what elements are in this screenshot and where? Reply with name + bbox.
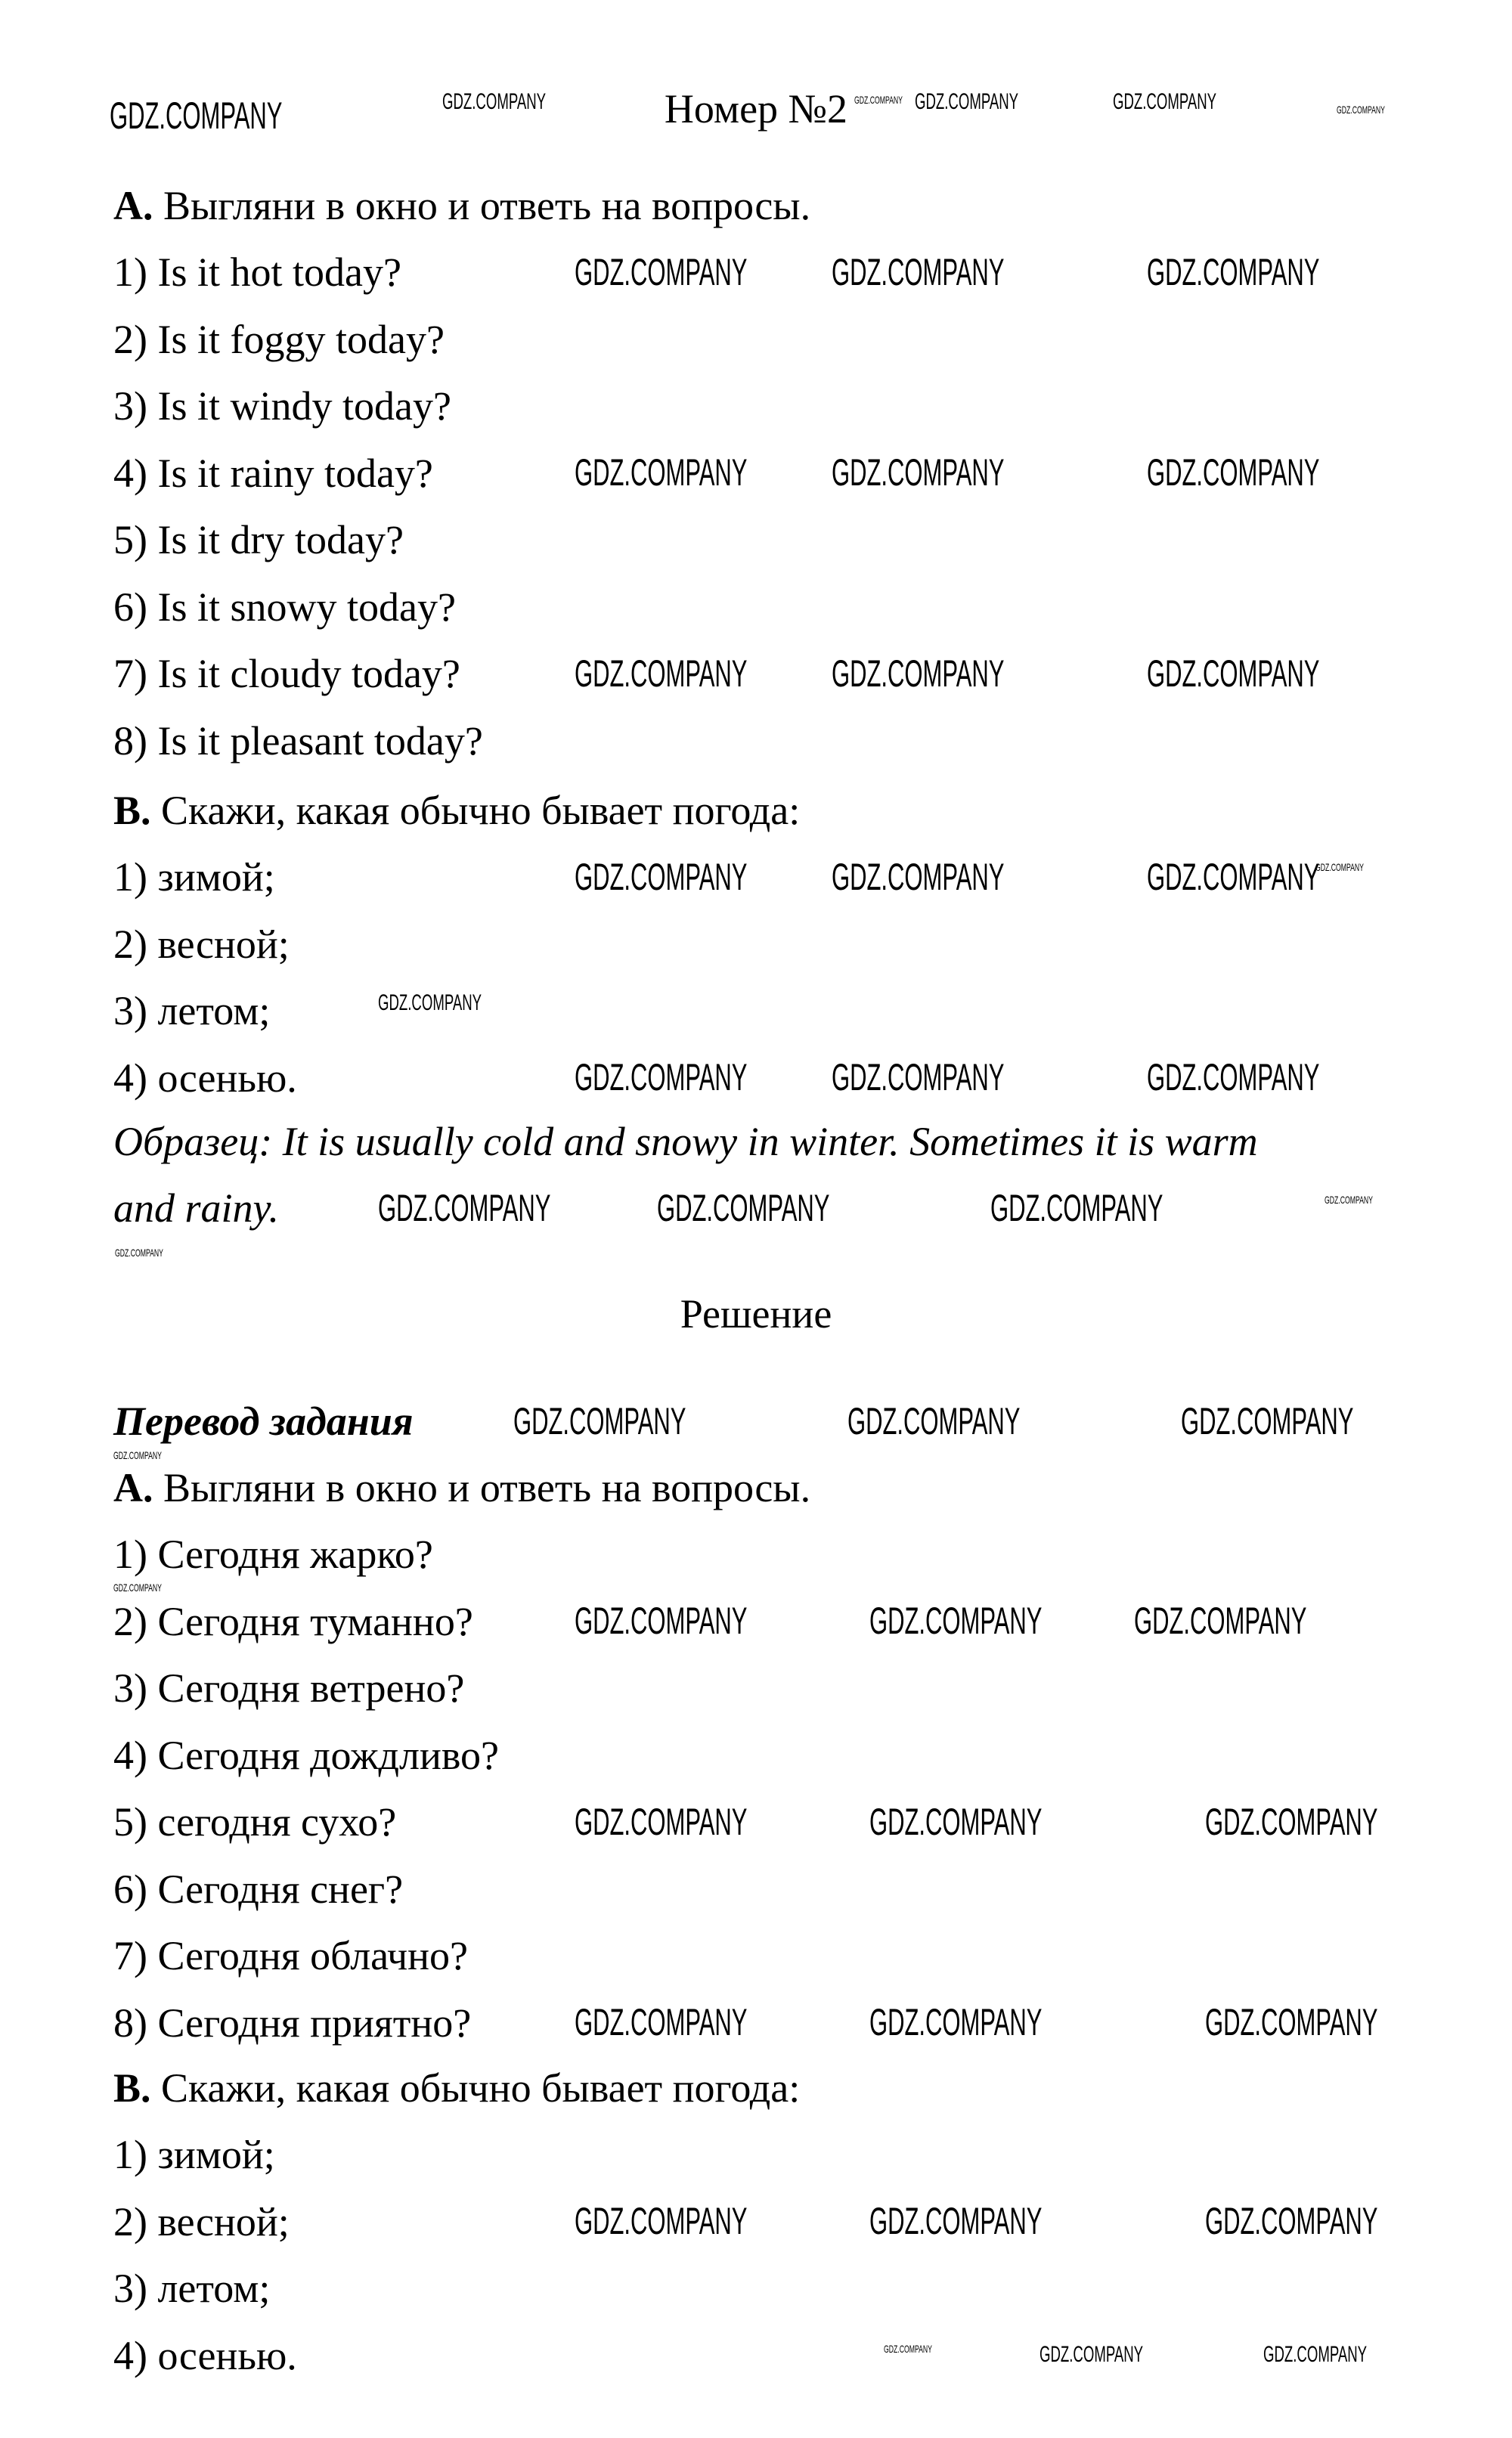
watermark: GDZ.COMPANY xyxy=(575,251,748,293)
translation-a-text: Выгляни в окно и ответь на вопросы. xyxy=(153,1465,811,1510)
watermark: GDZ.COMPANY xyxy=(1263,2342,1368,2367)
watermark: GDZ.COMPANY xyxy=(1325,1194,1373,1206)
sample-line-1: Образец: It is usually cold and snowy in winter. Sometimes it is warm xyxy=(113,1119,1258,1164)
watermark: GDZ.COMPANY xyxy=(869,1801,1043,1843)
translation-question-item: 7) Сегодня облачно? xyxy=(113,1933,468,1978)
watermark: GDZ.COMPANY xyxy=(847,1400,1021,1442)
translation-season-item: 3) летом; xyxy=(113,2266,271,2311)
watermark: GDZ.COMPANY xyxy=(1205,2200,1378,2242)
translation-a-heading xyxy=(113,1464,810,1512)
task-a-text: Выгляни в окно и ответь на вопросы. xyxy=(153,183,811,228)
watermark: GDZ.COMPANY xyxy=(832,652,1005,695)
translation-question-item: 2) Сегодня туманно? xyxy=(113,1598,473,1644)
watermark: GDZ.COMPANY xyxy=(1147,856,1320,898)
watermark: GDZ.COMPANY xyxy=(575,1056,748,1098)
translation-season-item: 1) зимой; xyxy=(113,2132,275,2177)
task-b-label: B. xyxy=(113,788,151,833)
watermark: GDZ.COMPANY xyxy=(575,652,748,695)
translation-question-item: 4) Сегодня дождливо? xyxy=(113,1732,499,1778)
translation-question-item: 1) Сегодня жарко? xyxy=(113,1532,433,1577)
question-item: 3) Is it windy today? xyxy=(113,383,451,429)
watermark: GDZ.COMPANY xyxy=(575,856,748,898)
watermark: GDZ.COMPANY xyxy=(378,1187,551,1229)
translation-b-text: Скажи, какая обычно бывает погода: xyxy=(150,2065,801,2111)
watermark: GDZ.COMPANY xyxy=(1040,2342,1144,2367)
watermark: GDZ.COMPANY xyxy=(1147,451,1320,494)
question-item: 8) Is it pleasant today? xyxy=(113,717,483,764)
watermark: GDZ.COMPANY xyxy=(990,1187,1163,1229)
watermark: GDZ.COMPANY xyxy=(1205,2001,1378,2043)
watermark: GDZ.COMPANY xyxy=(1147,251,1320,293)
watermark: GDZ.COMPANY xyxy=(869,1600,1043,1642)
watermark: GDZ.COMPANY xyxy=(575,2001,748,2043)
watermark: GDZ.COMPANY xyxy=(915,89,1019,114)
watermark: GDZ.COMPANY xyxy=(869,2200,1043,2242)
translation-season-item: 2) весной; xyxy=(113,2198,290,2244)
task-a-label: A. xyxy=(113,183,153,228)
watermark: GDZ.COMPANY xyxy=(113,1449,162,1461)
watermark: GDZ.COMPANY xyxy=(1147,652,1320,695)
question-item: 7) Is it cloudy today? xyxy=(113,651,460,696)
translation-question-item: 6) Сегодня снег? xyxy=(113,1866,404,1912)
watermark: GDZ.COMPANY xyxy=(113,1581,162,1594)
page-title: Номер №2 xyxy=(664,86,848,132)
question-item: 2) Is it foggy today? xyxy=(113,316,445,362)
watermark: GDZ.COMPANY xyxy=(442,89,547,114)
translation-heading: Перевод задания xyxy=(113,1399,414,1444)
translation-question-item: 5) сегодня сухо? xyxy=(113,1799,397,1845)
watermark: GDZ.COMPANY xyxy=(575,1600,748,1642)
watermark: GDZ.COMPANY xyxy=(832,1056,1005,1098)
watermark: GDZ.COMPANY xyxy=(657,1187,830,1229)
watermark: GDZ.COMPANY xyxy=(110,94,283,137)
watermark: GDZ.COMPANY xyxy=(1205,1801,1378,1843)
translation-question-item: 3) Сегодня ветрено? xyxy=(113,1665,465,1711)
task-b-text: Скажи, какая обычно бывает погода: xyxy=(150,788,801,833)
translation-question-item: 8) Сегодня приятно? xyxy=(113,2000,472,2046)
watermark: GDZ.COMPANY xyxy=(832,856,1005,898)
task-b-heading xyxy=(113,786,800,835)
watermark: GDZ.COMPANY xyxy=(832,451,1005,494)
watermark: GDZ.COMPANY xyxy=(884,2343,932,2355)
watermark: GDZ.COMPANY xyxy=(1315,861,1364,873)
season-item: 1) зимой; xyxy=(113,854,275,900)
question-item: 6) Is it snowy today? xyxy=(113,584,456,630)
translation-season-item: 4) осенью. xyxy=(113,2332,297,2378)
sample-line-2: and rainy. xyxy=(113,1185,280,1231)
watermark: GDZ.COMPANY xyxy=(1147,1056,1320,1098)
watermark: GDZ.COMPANY xyxy=(869,2001,1043,2043)
watermark: GDZ.COMPANY xyxy=(1134,1600,1307,1642)
watermark: GDZ.COMPANY xyxy=(1337,104,1385,116)
watermark: GDZ.COMPANY xyxy=(832,251,1005,293)
watermark: GDZ.COMPANY xyxy=(854,94,903,106)
season-item: 2) весной; xyxy=(113,921,290,967)
translation-b-label: B. xyxy=(113,2065,151,2111)
watermark: GDZ.COMPANY xyxy=(1181,1400,1354,1442)
translation-a-label: A. xyxy=(113,1465,153,1510)
watermark: GDZ.COMPANY xyxy=(575,2200,748,2242)
task-a-heading xyxy=(113,181,810,230)
watermark: GDZ.COMPANY xyxy=(115,1247,163,1259)
watermark: GDZ.COMPANY xyxy=(575,1801,748,1843)
season-item: 4) осенью. xyxy=(113,1055,297,1101)
watermark: GDZ.COMPANY xyxy=(378,990,482,1015)
watermark: GDZ.COMPANY xyxy=(1113,89,1217,114)
question-item: 5) Is it dry today? xyxy=(113,517,404,562)
translation-b-heading xyxy=(113,2064,800,2112)
watermark: GDZ.COMPANY xyxy=(575,451,748,494)
question-item: 1) Is it hot today? xyxy=(113,249,401,295)
season-item: 3) летом; xyxy=(113,988,271,1033)
question-item: 4) Is it rainy today? xyxy=(113,450,433,496)
watermark: GDZ.COMPANY xyxy=(513,1400,686,1442)
solution-heading: Решение xyxy=(680,1291,832,1337)
